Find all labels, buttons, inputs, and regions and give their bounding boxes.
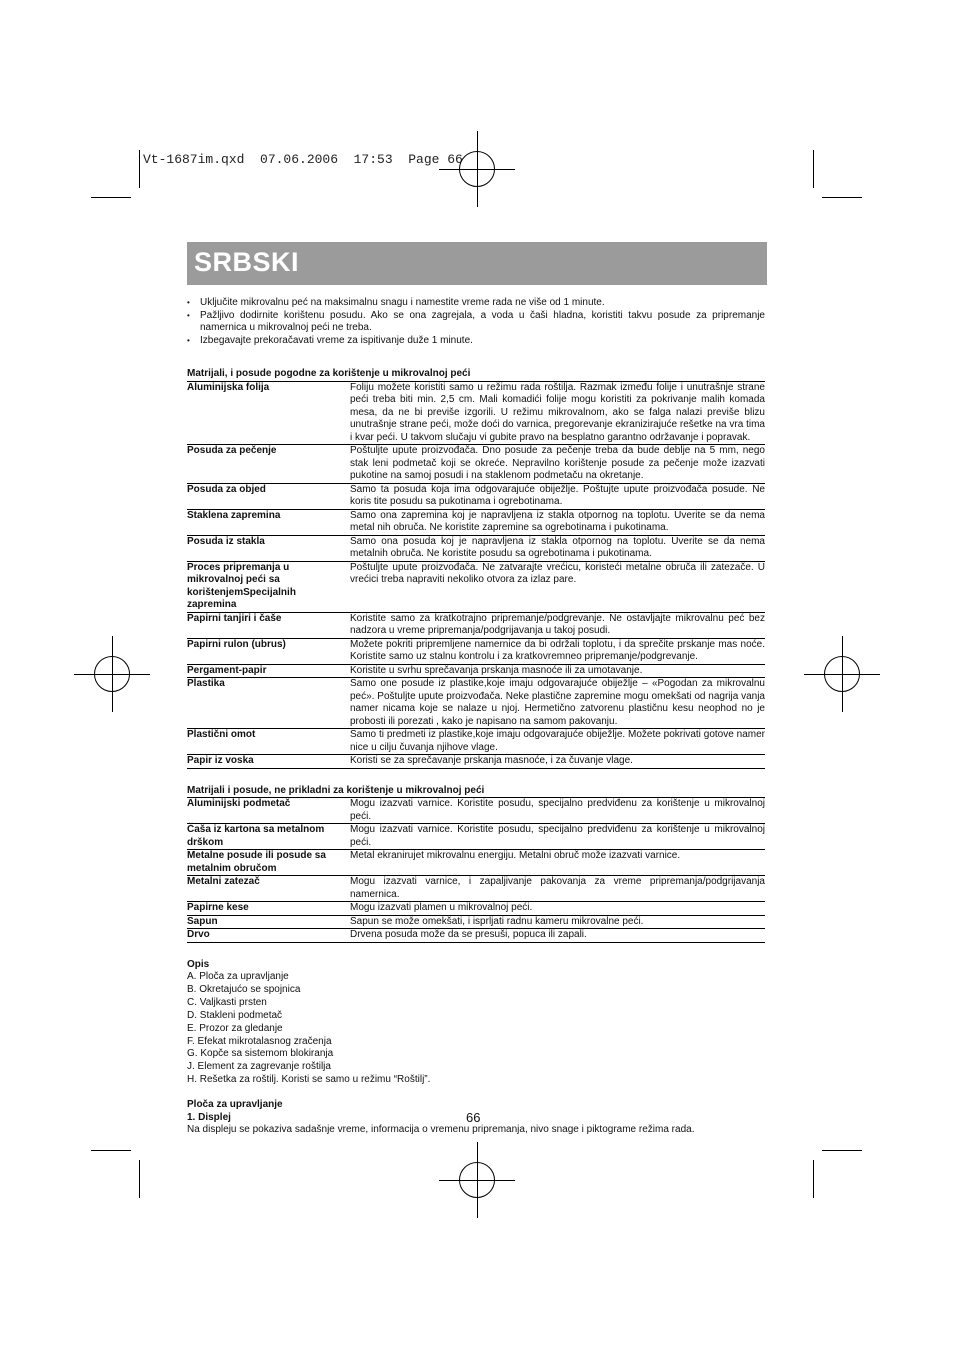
material-name: Pergament-papir — [187, 664, 350, 678]
table-row — [187, 902, 765, 916]
suitable-materials-title: Matrijali, i posude pogodne za korištenje u mikrovalnoj peći — [187, 368, 471, 379]
material-description: Metal ekranirujet mikrovalnu energiju. Metalni obruč može izazvati varnice. — [350, 850, 765, 876]
material-description: Poštuljte upute proizvođača. Dno posude za pečenje treba da bude deblje na 5 mm, nego stak leni podmetač koji se okreće. Nepravilno korištenje posude za pečenje može izazvati pukotine na samoj posudi i na staklenom podmetaču na okretanje. — [350, 445, 765, 481]
material-description: Poštuljte upute proizvođača. Ne zatvarajte vrećicu, koristeći metalne obruča ili zatezače. U vrećici treba napraviti nekoliko otvora za izlaz pare. — [350, 561, 765, 612]
list-item: E. Prozor za gledanje — [187, 1022, 283, 1034]
table-row — [187, 876, 765, 902]
list-item: H. Rešetka za roštilj. Koristi se samo u režimu “Roštilj”. — [187, 1074, 431, 1086]
table-row — [187, 678, 765, 729]
list-item: J. Element za zagrevanje roštilja — [187, 1061, 331, 1073]
description-list — [187, 971, 765, 1087]
table-row — [187, 915, 765, 929]
material-description: Koristite samo za kratkotrajno pripremanje/podgrevanje. Ne ostavljajte mikrovalnu peć bez nadzora u vreme pripremanja/podgrijavanja u takoj posudi. — [350, 612, 765, 636]
material-description: Mogu izazvati plamen u mikrovalnoj peći. — [350, 902, 765, 916]
material-name: Aluminijska folija — [187, 381, 350, 445]
table-row — [187, 638, 765, 664]
table-row — [187, 612, 765, 638]
material-name: Posuda za objed — [187, 483, 350, 509]
table-row — [187, 535, 765, 561]
language-banner — [187, 242, 767, 285]
table-row — [187, 561, 765, 612]
control-panel-title: Ploča za upravljanje — [187, 1099, 283, 1111]
material-name: Metalne posude ili posude sa metalnim obručom — [187, 850, 350, 876]
material-description: Koristi se za sprečavanje prskanja masnoće, i za čuvanje vlage. — [350, 755, 765, 769]
material-name: Papirni tanjiri i čaše — [187, 612, 350, 638]
list-item: G. Kopče sa sistemom blokiranja — [187, 1048, 334, 1060]
material-name: Papirne kese — [187, 902, 350, 916]
banner-title: SRBSKI — [194, 247, 300, 277]
crop-mark — [822, 1150, 862, 1151]
material-description: Samo ona posuda koj je napravljena iz stakla otpornog na toplotu. Uverite se da nema metalnih obruča. Ne koristite posudu sa ogrebotinama i pukotinama. — [350, 535, 765, 559]
crop-mark — [813, 150, 814, 188]
table-row — [187, 664, 765, 678]
unsuitable-materials-title: Matrijali i posude, ne prikladni za korištenje u mikrovalnoj peći — [187, 784, 485, 796]
table-row — [187, 755, 765, 769]
material-name: Papirni rulon (ubrus) — [187, 638, 350, 664]
material-name: Aluminijski podmetač — [187, 798, 350, 824]
description-title: Opis — [187, 958, 210, 970]
material-description: Drvena posuda može da se presuši, popuca ili zapali. — [350, 929, 765, 943]
table-row — [187, 850, 765, 876]
file-slug: Vt-1687im.qxd 07.06.2006 17:53 Page 66 — [143, 152, 463, 167]
material-name: Metalni zatezač — [187, 876, 350, 902]
list-item: F. Efekat mikrotalasnog zračenja — [187, 1035, 332, 1047]
material-name: Drvo — [187, 929, 350, 943]
table-row — [187, 929, 765, 943]
display-subtitle: 1. Displej — [187, 1111, 231, 1123]
page-number: 66 — [466, 1110, 481, 1125]
material-description: Mogu izazvati varnice. Koristite posudu, specijalno predviđenu za korištenje u mikrovalnoj peći. — [350, 798, 765, 822]
material-name: Posuda iz stakla — [187, 535, 350, 561]
material-name: Čaša iz kartona sa metalnom drškom — [187, 824, 350, 850]
material-name: Proces pripremanja u mikrovalnoj peći sa korištenjemSpecijalnih zapremina — [187, 561, 350, 612]
material-name: Plastični omot — [187, 729, 350, 755]
material-description: Samo ona zapremina koj je napravljena iz stakla otpornog na toplotu. Uverite se da nema metal nih obruča. Ne koristite zapremine sa ogrebotinama i pukotinama. — [350, 509, 765, 533]
page-content — [187, 297, 765, 1137]
crop-mark — [91, 1150, 131, 1151]
table-row — [187, 729, 765, 755]
material-description: Mogu izazvati varnice, i zapaljivanje pakovanja za vreme pripremanja/podgrijavanja namernica. — [350, 876, 765, 900]
crop-mark — [139, 1160, 140, 1198]
display-description: Na displeju se pokaziva sadašnje vreme, informacija o vremenu pripremanja, nivo snage i piktograme režima rada. — [187, 1124, 695, 1136]
material-name: Posuda za pečenje — [187, 445, 350, 484]
crop-mark — [822, 197, 862, 198]
test-instructions — [187, 297, 765, 347]
list-item: D. Stakleni podmetač — [187, 1009, 283, 1021]
material-name: Papir iz voska — [187, 755, 350, 769]
list-item: • Izbegavajte prekoračavati vreme za ispitivanje duže 1 minute. — [187, 335, 765, 348]
material-name: Sapun — [187, 915, 350, 929]
material-description: Samo ta posuda koja ima odgovarajuće obiježlje. Poštujte upute proizvođača posude. Ne koris tite posudu sa pukotinama i ogrebotinama. — [350, 483, 765, 507]
table-row — [187, 824, 765, 850]
table-row — [187, 445, 765, 484]
list-item: C. Valjkasti prsten — [187, 996, 267, 1008]
table-row — [187, 483, 765, 509]
list-item: B. Okretajućo se spojnica — [187, 983, 301, 995]
table-row — [187, 509, 765, 535]
table-row — [187, 381, 765, 445]
list-item: • Uključite mikrovalnu peć na maksimalnu snagu i namestite vreme rada ne više od 1 minute. — [187, 297, 765, 310]
crop-mark — [139, 150, 140, 188]
material-description: Samo one posude iz plastike,koje imaju odgovarajuće obiježlje – «Pogodan za mikrovalnu peć». Poštuljte upute proizvođača. Neke plastične zapremine mogu omekšati od nagrija vanja namer nicama koje se nalaze u njoj. Hermetično zatvorenu plastičnu kesu neophod no je probosti ili porezati , kako je napisano na samom pakovanju. — [350, 678, 765, 727]
material-description: Koristite u svrhu sprečavanja prskanja masnoće ili za umotavanje. — [350, 664, 765, 678]
material-description: Foliju možete koristiti samo u režimu rada roštilja. Razmak između folije i unutrašnje strane peći treba biti min. 2,5 cm. Mali komadići folije mogu koristiti za pokrivanje malih komada mesa, da ne bi previše izgorili. U režimu mikrovalnom, ako se falga nalazi previše blizu unutrašnje strane peći, može doći do varnica, pregorevanje ekranizirajuće rešetke na vra tima i kvar peći. U takvom slučaju vi gubite pravo na besplatno garantno održavanje i popravak. — [350, 381, 765, 443]
list-item: • Pažljivo dodirnite korištenu posudu. Ako se ona zagrejala, a voda u čaši hladna, koristiti takvu posude za pripremanje namernica u mikrovalnoj peći ne treba. — [187, 310, 765, 335]
material-description: Mogu izazvati varnice. Koristite posudu, specijalno predviđenu za korištenje u mikrovalnoj peći. — [350, 824, 765, 848]
unsuitable-materials-table — [187, 797, 765, 943]
crop-mark — [91, 197, 131, 198]
list-item: A. Ploča za upravljanje — [187, 971, 289, 982]
material-description: Samo ti predmeti iz plastike,koje imaju odgovarajuće obiježlje. Možete pokrivati gotove namer nice u cilju čuvanja njihove vlage. — [350, 729, 765, 753]
material-description: Možete pokriti pripremljene namernice da bi održali toplotu, i da sprečite prskanje mas noće. Koristite samo uz stalnu kontrolu i za kratkovremneo pripremanje/podgrevanje. — [350, 638, 765, 662]
material-name: Plastika — [187, 678, 350, 729]
material-description: Sapun se može omekšati, i isprljati radnu kameru mikrovalne peći. — [350, 915, 765, 929]
table-row — [187, 798, 765, 824]
crop-mark — [813, 1160, 814, 1198]
material-name: Staklena zapremina — [187, 509, 350, 535]
suitable-materials-table — [187, 381, 765, 769]
